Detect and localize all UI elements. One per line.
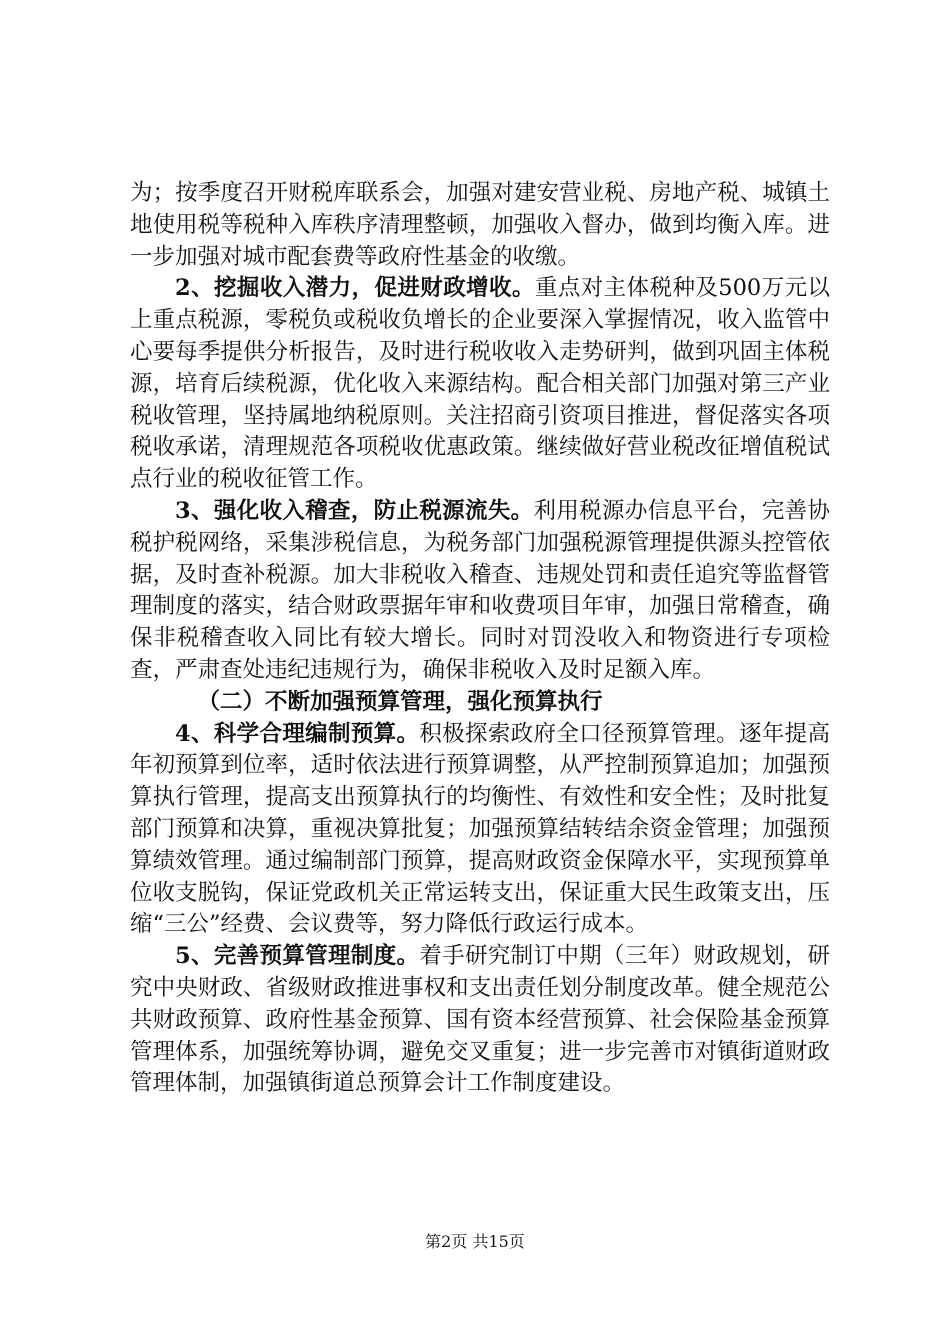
document-body (130, 178, 830, 1100)
section-heading (130, 687, 830, 719)
paragraph-2-text: 重点对主体税种及500万元以上重点税源，零税负或税收负增长的企业要深入掌握情况，收入监管中心要每季提供分析报告，及时进行税收收入走势研判，做到巩固主体税源，培育后续税源，优化收入来源结构。配合相关部门加强对第三产业税收管理，坚持属地纳税原则。关注招商引资项目推进，督促落实各项税收承诺，清理规范各项税收优惠政策。继续做好营业税改征增值税试点行业的税收征管工作。 (130, 275, 830, 493)
paragraph-2-lead: 2、挖掘收入潜力，促进财政增收。 (175, 275, 535, 302)
paragraph-2 (130, 273, 830, 496)
paragraph-1-text: 为；按季度召开财税库联系会，加强对建安营业税、房地产税、城镇土地使用税等税种入库秩序清理整顿，加强收入督办，做到均衡入库。进一步加强对城市配套费等政府性基金的收缴。 (130, 180, 830, 270)
paragraph-3 (130, 496, 830, 687)
paragraph-5-text: 着手研究制订中期（三年）财政规划，研究中央财政、省级财政推进事权和支出责任划分制度改革。健全规范公共财政预算、政府性基金预算、国有资本经营预算、社会保险基金预算管理体系，加强统筹协调，避免交叉重复；进一步完善市对镇街道财政管理体制，加强镇街道总预算会计工作制度建设。 (130, 943, 830, 1097)
paragraph-4-lead: 4、科学合理编制预算。 (175, 720, 420, 747)
paragraph-5-lead: 5、完善预算管理制度。 (175, 943, 420, 970)
page-number-footer: 第2页 共15页 (425, 1232, 525, 1251)
paragraph-3-lead: 3、强化收入稽查，防止税源流失。 (175, 497, 534, 524)
paragraph-1 (130, 178, 830, 273)
paragraph-5 (130, 941, 830, 1100)
paragraph-3-text: 利用税源办信息平台，完善协税护税网络，采集涉税信息，为税务部门加强税源管理提供源头控管依据，及时查补税源。加大非税收入稽查、违规处罚和责任追究等监督管理制度的落实，结合财政票据年审和收费项目年审，加强日常稽查，确保非税稽查收入同比有较大增长。同时对罚没收入和物资进行专项检查，严肃查处违纪违规行为，确保非税收入及时足额入库。 (130, 497, 830, 683)
paragraph-4-text: 积极探索政府全口径预算管理。逐年提高年初预算到位率，适时依法进行预算调整，从严控制预算追加；加强预算执行管理，提高支出预算执行的均衡性、有效性和安全性；及时批复部门预算和决算，重视决算批复；加强预算结转结余资金管理；加强预算绩效管理。通过编制部门预算，提高财政资金保障水平，实现预算单位收支脱钩，保证党政机关正常运转支出，保证重大民生政策支出，压缩“三公”经费、会议费等，努力降低行政运行成本。 (130, 720, 830, 938)
section-heading-text: （二）不断加强预算管理，强化预算执行 (197, 688, 603, 715)
paragraph-4 (130, 719, 830, 942)
